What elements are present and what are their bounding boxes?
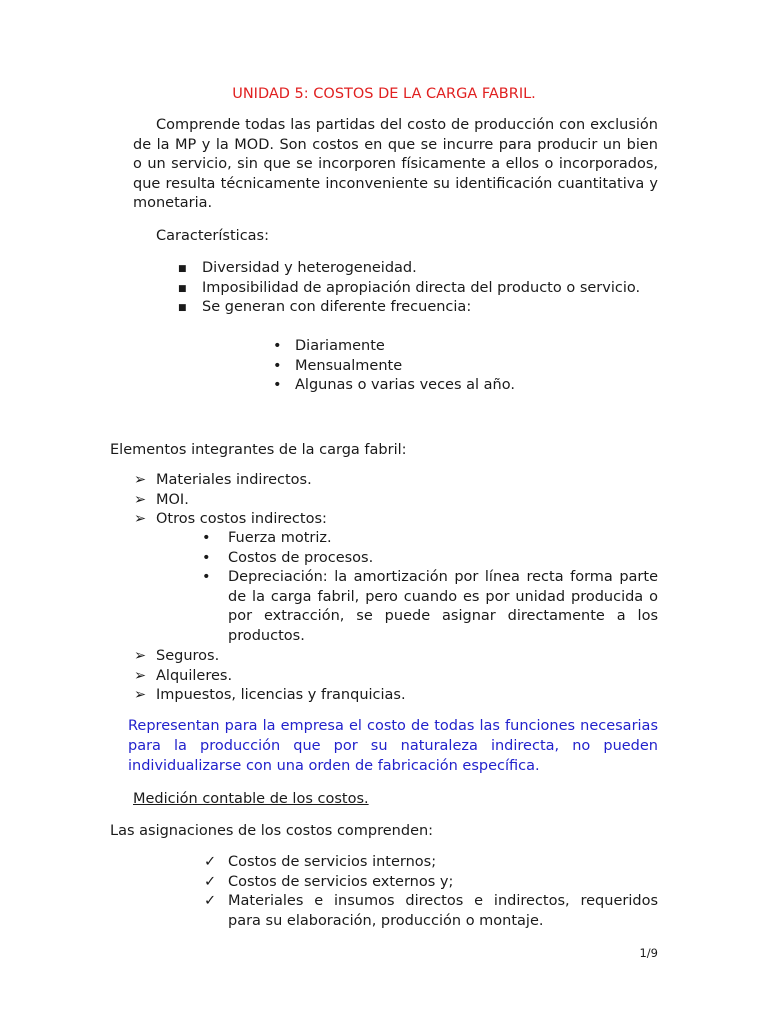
list-item: ➢ Otros costos indirectos:: [156, 510, 658, 530]
elementos-list-b: [134, 647, 658, 706]
bullet-icon: •: [202, 549, 211, 566]
list-item: ■ Imposibilidad de apropiación directa del producto o servicio.: [202, 279, 658, 299]
bullet-icon: •: [202, 569, 211, 585]
page-title: UNIDAD 5: COSTOS DE LA CARGA FABRIL.: [232, 86, 536, 102]
list-item: • Algunas o varias veces al año.: [295, 376, 658, 396]
list-item: • Mensualmente: [295, 357, 658, 377]
definicion-paragraph: Representan para la empresa el costo de todas las funciones necesarias para la producción que por su naturaleza indirecta, no pueden individualizarse con una orden de fabricación específica.: [128, 718, 658, 774]
arrow-bullet-icon: ➢: [134, 491, 147, 508]
list-item: ■ Diversidad y heterogeneidad.: [202, 259, 658, 279]
arrow-bullet-icon: ➢: [134, 472, 147, 488]
square-bullet-icon: ■: [178, 264, 187, 274]
list-item: • Fuerza motriz.: [228, 529, 658, 549]
square-bullet-icon: ■: [178, 283, 187, 294]
caracteristicas-list: [178, 259, 658, 318]
check-icon: ✓: [204, 854, 217, 870]
list-item: ➢ MOI.: [156, 491, 658, 511]
elementos-list-a: [134, 471, 658, 530]
intro-paragraph: [133, 116, 658, 214]
arrow-bullet-icon: ➢: [134, 687, 147, 703]
caracteristicas-heading: Características:: [156, 228, 269, 244]
frecuencia-list: [273, 337, 658, 396]
square-bullet-icon: ■: [178, 303, 187, 313]
arrow-bullet-icon: ➢: [134, 648, 147, 664]
list-item: ✓ Costos de servicios externos y;: [228, 873, 658, 893]
arrow-bullet-icon: ➢: [134, 667, 147, 684]
medicion-heading: Medición contable de los costos.: [133, 791, 369, 807]
list-item: ■ Se generan con diferente frecuencia:: [202, 298, 658, 318]
bullet-icon: •: [273, 377, 282, 393]
arrow-bullet-icon: ➢: [134, 511, 147, 527]
check-icon: ✓: [204, 893, 217, 909]
list-item: ✓ Costos de servicios internos;: [228, 853, 658, 873]
list-item: ➢ Alquileres.: [156, 667, 658, 687]
list-item: • Depreciación: la amortización por línea recta forma parte de la carga fabril, pero cuando es por unidad producida o por extracción, se puede asignar directamente a los productos.: [202, 569, 658, 644]
list-item: • Costos de procesos.: [228, 549, 658, 569]
check-icon: ✓: [204, 873, 217, 890]
bullet-icon: •: [202, 530, 211, 546]
elementos-heading: Elementos integrantes de la carga fabril:: [110, 442, 407, 458]
list-item: • Diariamente: [295, 337, 658, 357]
bullet-icon: •: [273, 338, 282, 354]
list-item: ➢ Materiales indirectos.: [156, 471, 658, 491]
bullet-icon: •: [273, 357, 282, 374]
list-item: ✓ Materiales e insumos directos e indirectos, requeridos para su elaboración, producción o montaje.: [204, 893, 658, 929]
list-item: ➢ Impuestos, licencias y franquicias.: [156, 686, 658, 706]
asignaciones-heading: Las asignaciones de los costos comprenden:: [110, 823, 434, 839]
intro-text: Comprende todas las partidas del costo de producción con exclusión de la MP y la MOD. Son costos en que se incurre para producir un bien o un servicio, sin que se incorporen físicamente a ellos o incorporados, que resulta técnicamente inconveniente su identificación cuantitativa y monetaria.: [133, 117, 658, 211]
page-number: 1/9: [639, 946, 658, 960]
asignaciones-list: [204, 853, 658, 931]
otros-costos-list: [202, 529, 658, 646]
list-item: ➢ Seguros.: [156, 647, 658, 667]
